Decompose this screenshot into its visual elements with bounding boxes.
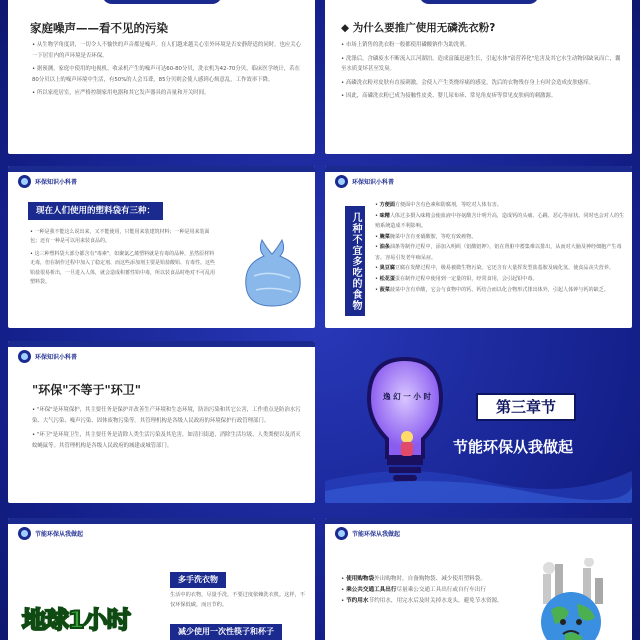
header-label: 环保知识小科普 xyxy=(35,178,78,186)
chapter-background xyxy=(325,341,632,503)
slide-plastic-bags[interactable] xyxy=(8,166,315,328)
bullet-list xyxy=(30,228,216,290)
globe-icon xyxy=(18,527,31,540)
bullet: • 据预测，家庭中使用的电视机、收录机产生的噪声可达60-80分贝，洗衣机为42-70分贝，临床医学统计，若在80分贝以上的噪声环境中生活，有50%的人会耳聋，85分贝则会使人感到心烦意乱，工作效率下降。 xyxy=(32,64,302,85)
slide-header xyxy=(335,526,400,540)
header-label: 节能环保从我做起 xyxy=(35,530,84,538)
bullet: • 洗涤后，含磷废水不断流入江河湖泊，造成富藻迅速生长，引起水体"富营养化"危害及其它水生动物因缺氧而亡，囊至水质变坏甚至发臭。 xyxy=(341,54,621,75)
bullet: • 高磷洗衣粉对皮肤有直接刺激，会使人产生类烧痒痛的感觉，洗后的衣物残存身上有时会造成皮肤瘙痒。 xyxy=(341,78,621,89)
slide-header xyxy=(18,349,77,363)
bullet: • "环保"是环境保护，其主要任务是保护并改善生产环境和生态环境，防治污染和其它公害，工作重点是防治水污染、大气污染、噪声污染、固体废物污染等。其管理机构是各级人民政府的环境保护行政管理部门。 xyxy=(32,405,302,427)
bullet: • "环卫"是环境卫生，其主要任务是清除人类生活污染及其危害，如清扫街道，消除生活垃圾、人类粪便以及消灭蚊蝇鼠等。其管理机构是各级人民政府的城建或城管部门。 xyxy=(32,430,302,452)
chapter-label: 第三章节 xyxy=(476,393,576,421)
slide-header xyxy=(18,174,77,188)
header-label: 节能环保从我做起 xyxy=(352,530,401,538)
slide-topbar xyxy=(8,166,315,172)
slide-topbar xyxy=(325,166,632,172)
globe-icon xyxy=(18,350,31,363)
text-hand-wash: 生活中的衣物，尽量手洗，不要过度依赖洗衣机。这样，不仅环保低碳，而且节约。 xyxy=(170,592,305,608)
slide-household-noise[interactable] xyxy=(8,0,315,154)
slide-earth-hour[interactable] xyxy=(8,518,315,640)
slide-phosphate-free[interactable] xyxy=(325,0,632,154)
vertical-title: 几种不宜多吃的食物 xyxy=(345,206,365,316)
list-item: • 菠菜菠菜中含有草酸，它会与食物中的钙、钙结合而以化合物形式排出体外，引起人体钟与钙的缺乏。 xyxy=(375,285,625,295)
slide-topbar xyxy=(8,341,315,347)
globe-icon xyxy=(335,175,348,188)
slide-title: 家庭噪声——看不见的污染 xyxy=(30,21,168,35)
tips-list xyxy=(341,574,519,607)
slide-topbar xyxy=(325,518,632,524)
slide-chapter-three[interactable] xyxy=(325,341,632,503)
food-list xyxy=(375,200,625,295)
slide-tab xyxy=(419,0,539,4)
chapter-subtitle: 节能环保从我做起 xyxy=(453,438,574,456)
badge-hand-wash: 多手洗衣物 xyxy=(170,572,226,588)
slide-topbar xyxy=(8,518,315,524)
plastic-bag-icon xyxy=(240,236,306,308)
slide-foods-to-avoid[interactable] xyxy=(325,166,632,328)
badge-disposables: 减少使用一次性筷子和杯子 xyxy=(170,624,282,640)
slide-header xyxy=(18,526,83,540)
bulb-text: 逸 幻 一 小 时 xyxy=(383,392,431,401)
list-item: • 节约用水节约用水，用完水后及时关掉水龙头，避免节水资源。 xyxy=(341,596,519,607)
bullet: • 所以家庭居室，应严格控制家用电器和其它发声器具的音量和开关时间。 xyxy=(32,88,302,99)
slide-title: ◆ 为什么要推广使用无磷洗衣粉? xyxy=(341,22,496,34)
list-item: • 油条油条等制作过程中，添加入明矾（铝酸铝钾），铝在肾脏中蓄集难以排出，从而对大脑及神经细胞产生毒害，容易引发老年痴呆症。 xyxy=(375,242,625,262)
slide-tab xyxy=(102,0,222,4)
slide-header xyxy=(335,174,394,188)
bullet: • 市场上销售的洗衣粉一般都使用磷酸钠作为助洗剂。 xyxy=(341,40,621,51)
bullet-list xyxy=(32,40,302,102)
bullet: • 从生物学角度讲，一切令人不愉快的声音都是噪声。在人们越来越关心室外环境是否安静舒适的同时，也应关心一下居室内的声环境是否环保。 xyxy=(32,40,302,61)
slide-env-vs-sanitation[interactable] xyxy=(8,341,315,503)
list-item: • 味精人体过多摄入味精会使血液中谷氨酸含计明升高，造成钙的头痛、心跳、恶心等症状。同时也会对人的生殖系统造成不利影响。 xyxy=(375,211,625,231)
list-item: • 使用购物袋外出购物时，自备购物袋、减少使用塑料袋。 xyxy=(341,574,519,585)
earth-hour-logo: 地球1小时 xyxy=(22,606,130,634)
slide-green-travel[interactable] xyxy=(325,518,632,640)
list-item: • 方便面方便面中含有色素和防腐剂，等吃对人体有害。 xyxy=(375,200,625,210)
bullet-list xyxy=(341,40,621,105)
header-label: 环保知识小科普 xyxy=(352,178,395,186)
banner: 现在人们使用的塑料袋有三种： xyxy=(28,202,163,220)
lightbulb-icon xyxy=(369,359,441,481)
bullet: • 这三种塑料袋大部分都含有"毒素"，如聚氯乙烯塑料就是有毒的品种，虽然原材料无毒，但在制作过程中加入了稳定剂、而这些添加剂主要是铅盐酸铅、有毒性。这些铅盐很易析出，一旦进入人体，就会造成积蓄性铅中毒，所以装食品时绝对不可乱用塑料袋。 xyxy=(30,250,216,288)
globe-icon xyxy=(18,175,31,188)
bullet: • 因此，高磷洗衣粉已成为接触性皮炎、婴儿尿布疹、常见角皮疹等常见皮肤病的刺激源。 xyxy=(341,91,621,102)
header-label: 环保知识小科普 xyxy=(35,353,78,361)
list-item: • 腌菜腌菜中含有亚硝酸胺，等吃有致癌物。 xyxy=(375,232,625,242)
list-item: • 乘公共交通工具出行尽量乘公交通工具出行或自行车出行 xyxy=(341,585,519,596)
polluted-earth-icon xyxy=(521,558,625,640)
globe-icon xyxy=(335,527,348,540)
list-item: • 松花蛋蛋在制作过程中使用到一定量的铅，经常食用，会引起铅中毒。 xyxy=(375,274,625,284)
bullet: • 一种是我不能这么说出来，又不能使用，只能用来装建筑材料；一种是用来装面包；还有一种是可以用来装食品的。 xyxy=(30,228,216,247)
list-item: • 臭豆腐豆腐在发酵过程中，极易被微生物污染。它还含有大量挥发型盐基胺及硫化氢，使食品丧失营养。 xyxy=(375,263,625,273)
bullet-list xyxy=(32,405,302,455)
slide-title: "环保"不等于"环卫" xyxy=(32,383,142,397)
